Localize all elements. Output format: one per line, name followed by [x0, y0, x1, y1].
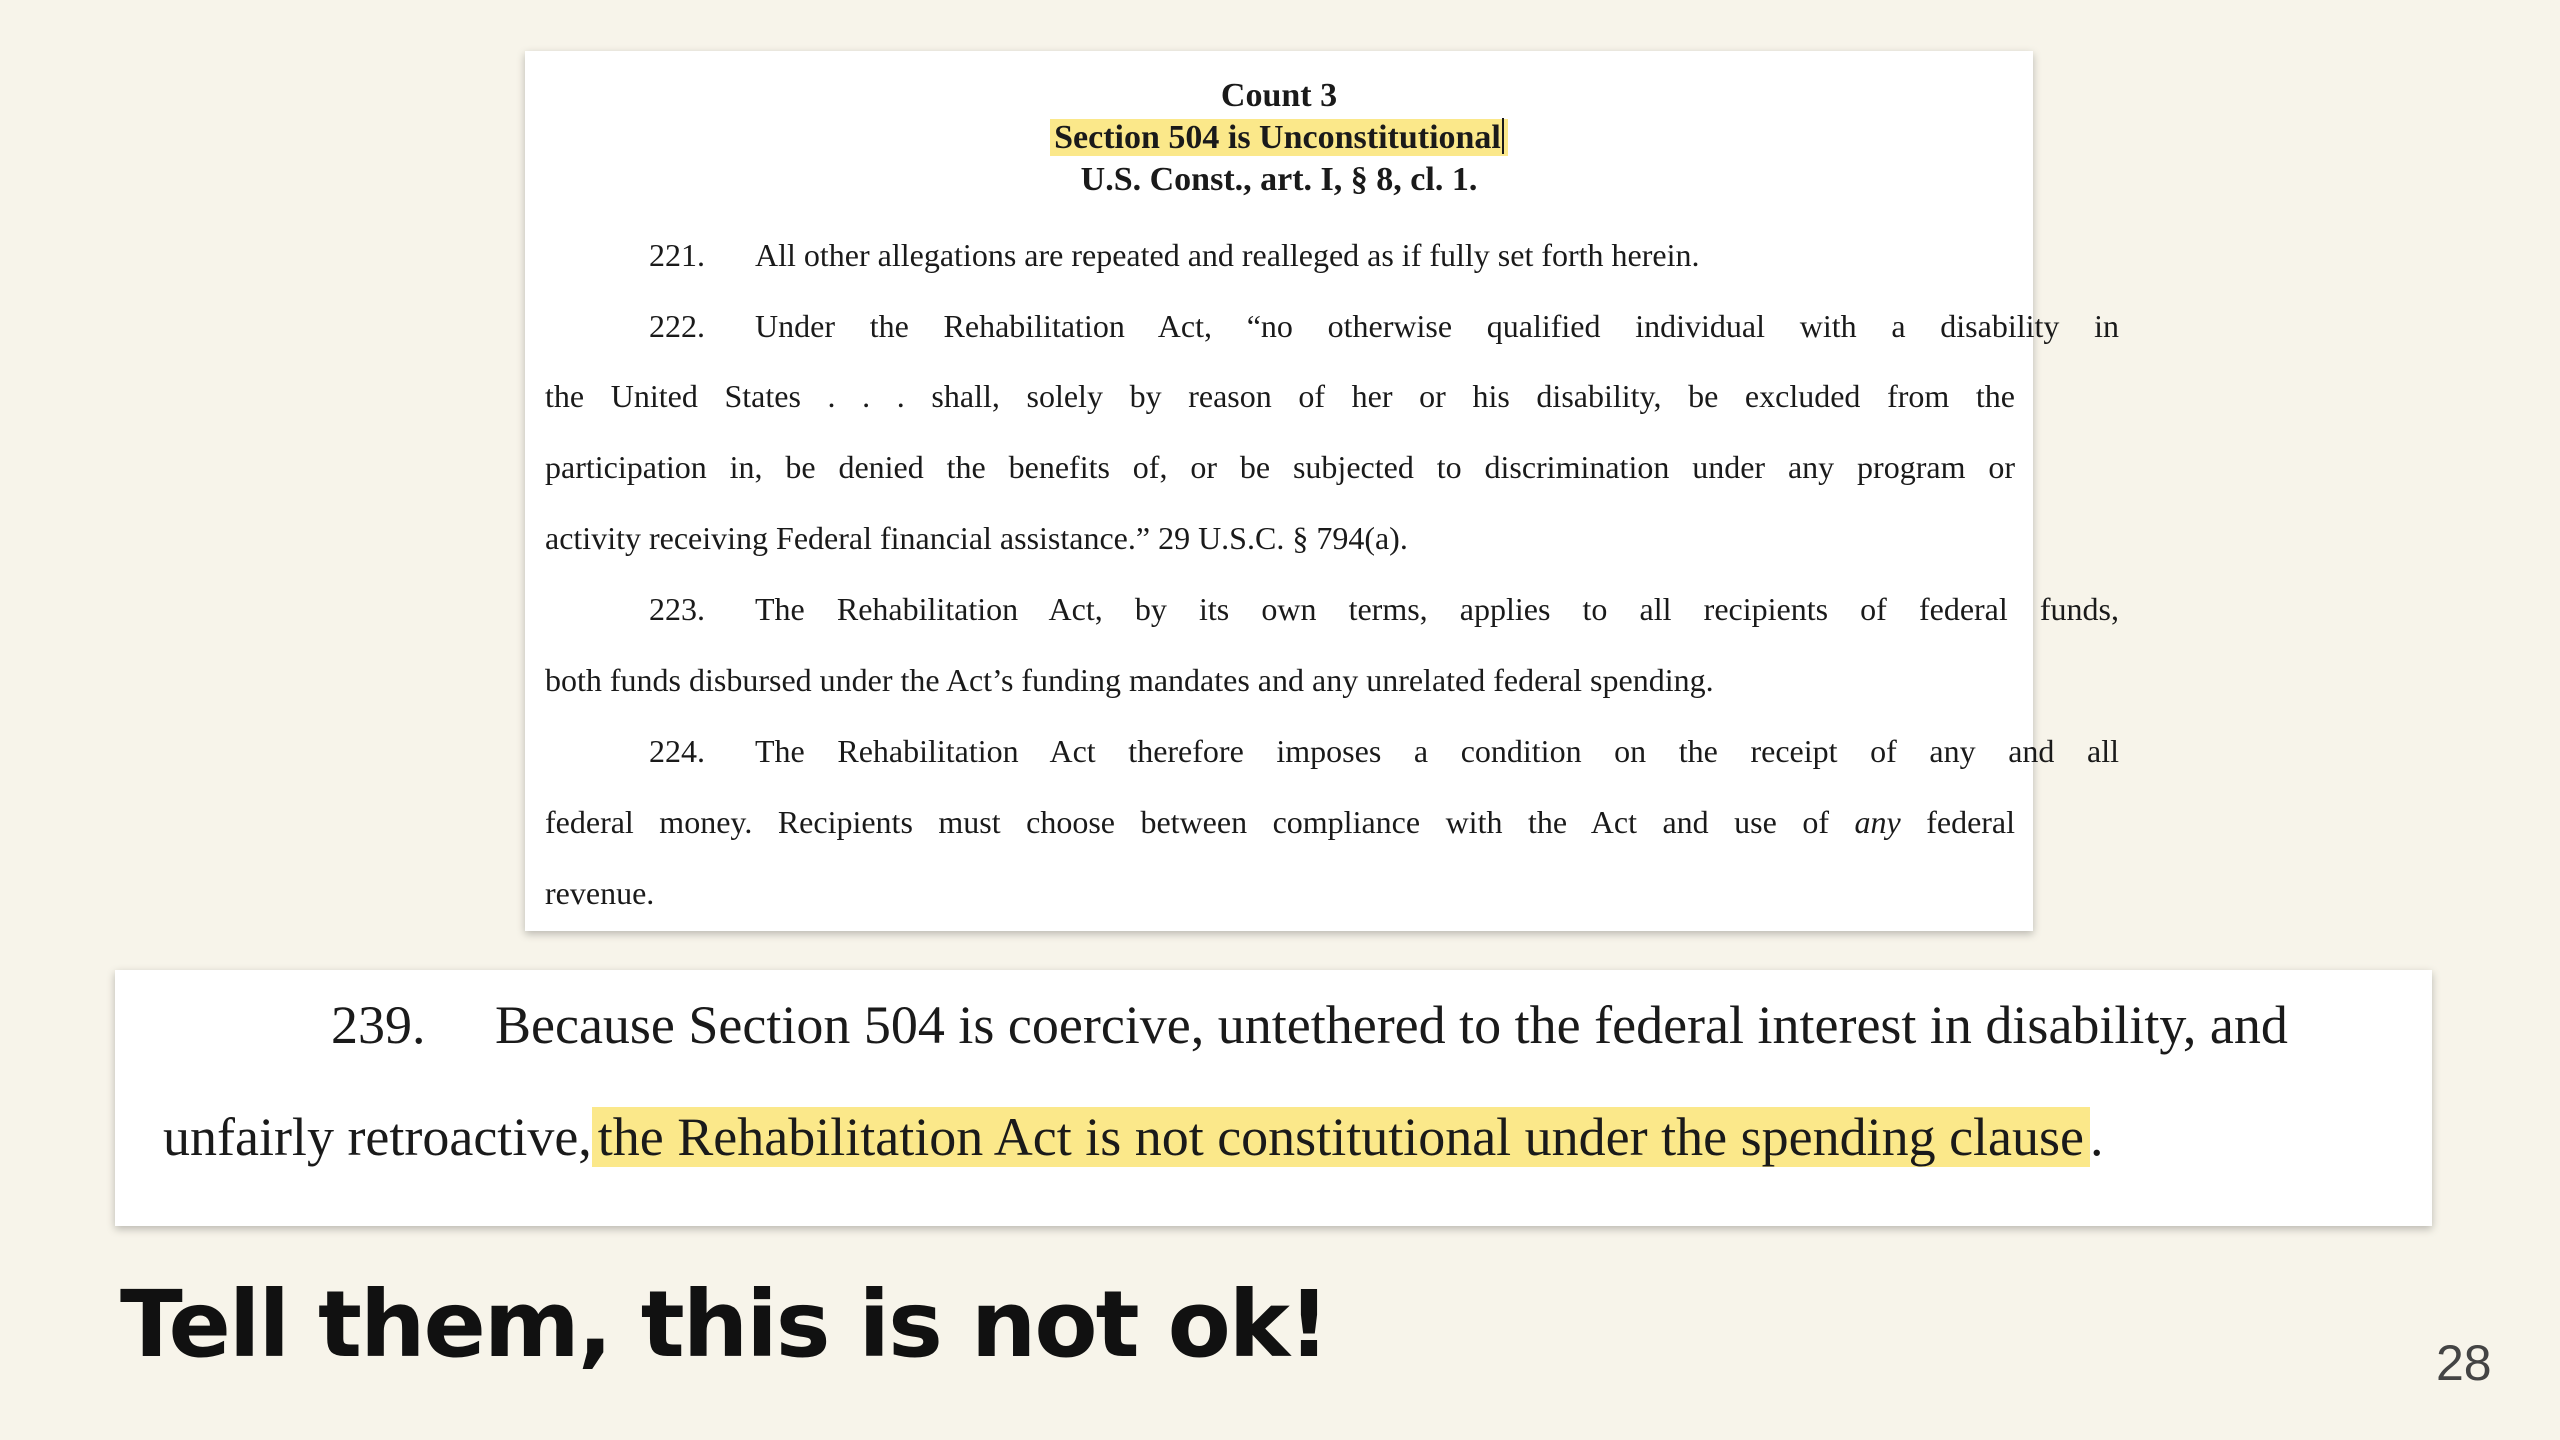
text-cursor [1502, 118, 1504, 154]
count-title: Section 504 is Unconstitutional [1054, 119, 1501, 156]
document-excerpt-count-3 [525, 51, 2119, 931]
quote-excerpt-paragraph-239 [115, 970, 2432, 1226]
paragraph-223-line-1 [545, 589, 2119, 629]
spending-clause-highlight: the Rehabilitation Act is not constitutional under the spending clause [592, 1107, 2090, 1167]
paragraph-224-text-1: The Rehabilitation Act therefore imposes a condition on the receipt of any and all [755, 733, 2119, 769]
count-title-highlight [1050, 119, 1508, 156]
count-title-line [525, 117, 2033, 159]
count-label: Count 3 [1220, 77, 1338, 114]
paragraph-221 [545, 235, 2119, 275]
paragraph-number-223: 223. [649, 591, 705, 627]
paragraph-224-text-2b: federal [1926, 804, 2016, 840]
paragraph-222-line-1 [545, 306, 2119, 346]
paragraph-224-italic-any: any [1854, 804, 1901, 840]
paragraph-224-line-2 [545, 802, 2015, 842]
paragraph-223-text-1: The Rehabilitation Act, by its own terms, applies to all recipients of federal funds, [755, 591, 2119, 627]
paragraph-number-239: 239. [331, 995, 426, 1055]
paragraph-224-line-1 [545, 731, 2119, 771]
paragraph-221-text: All other allegations are repeated and realleged as if fully set forth herein. [755, 237, 1700, 273]
paragraph-239-text-1: Because Section 504 is coercive, untethered to the federal interest in disability, and [495, 995, 2288, 1055]
paragraph-223-line-2: both funds disbursed under the Act’s funding mandates and any unrelated federal spending. [545, 662, 1714, 698]
constitution-citation: U.S. Const., art. I, § 8, cl. 1. [1080, 161, 1478, 198]
paragraph-222-text-1: Under the Rehabilitation Act, “no otherwise qualified individual with a disability in [755, 308, 2119, 344]
paragraph-239-period: . [2090, 1107, 2104, 1167]
paragraph-239-line-1 [163, 990, 2543, 1060]
paragraph-number-224: 224. [649, 733, 705, 769]
paragraph-224-line-3: revenue. [545, 875, 655, 911]
paragraph-239-line-2 [163, 1102, 2375, 1172]
paragraph-number-221: 221. [649, 237, 705, 273]
paragraph-239-text-2: unfairly retroactive, [163, 1107, 592, 1167]
slide-tagline: Tell them, this is not ok! [120, 1271, 1328, 1378]
paragraph-222-line-3: participation in, be denied the benefits of, or be subjected to discrimination under any program or [545, 449, 2015, 485]
paragraph-222-line-4: activity receiving Federal financial assistance.” 29 U.S.C. § 794(a). [545, 520, 1408, 556]
paragraph-number-222: 222. [649, 308, 705, 344]
paragraph-222-line-2: the United States . . . shall, solely by reason of her or his disability, be excluded from the [545, 378, 2015, 414]
slide-page-number: 28 [2436, 1335, 2492, 1391]
paragraph-224-text-2a: federal money. Recipients must choose between compliance with the Act and use of [545, 804, 1829, 840]
